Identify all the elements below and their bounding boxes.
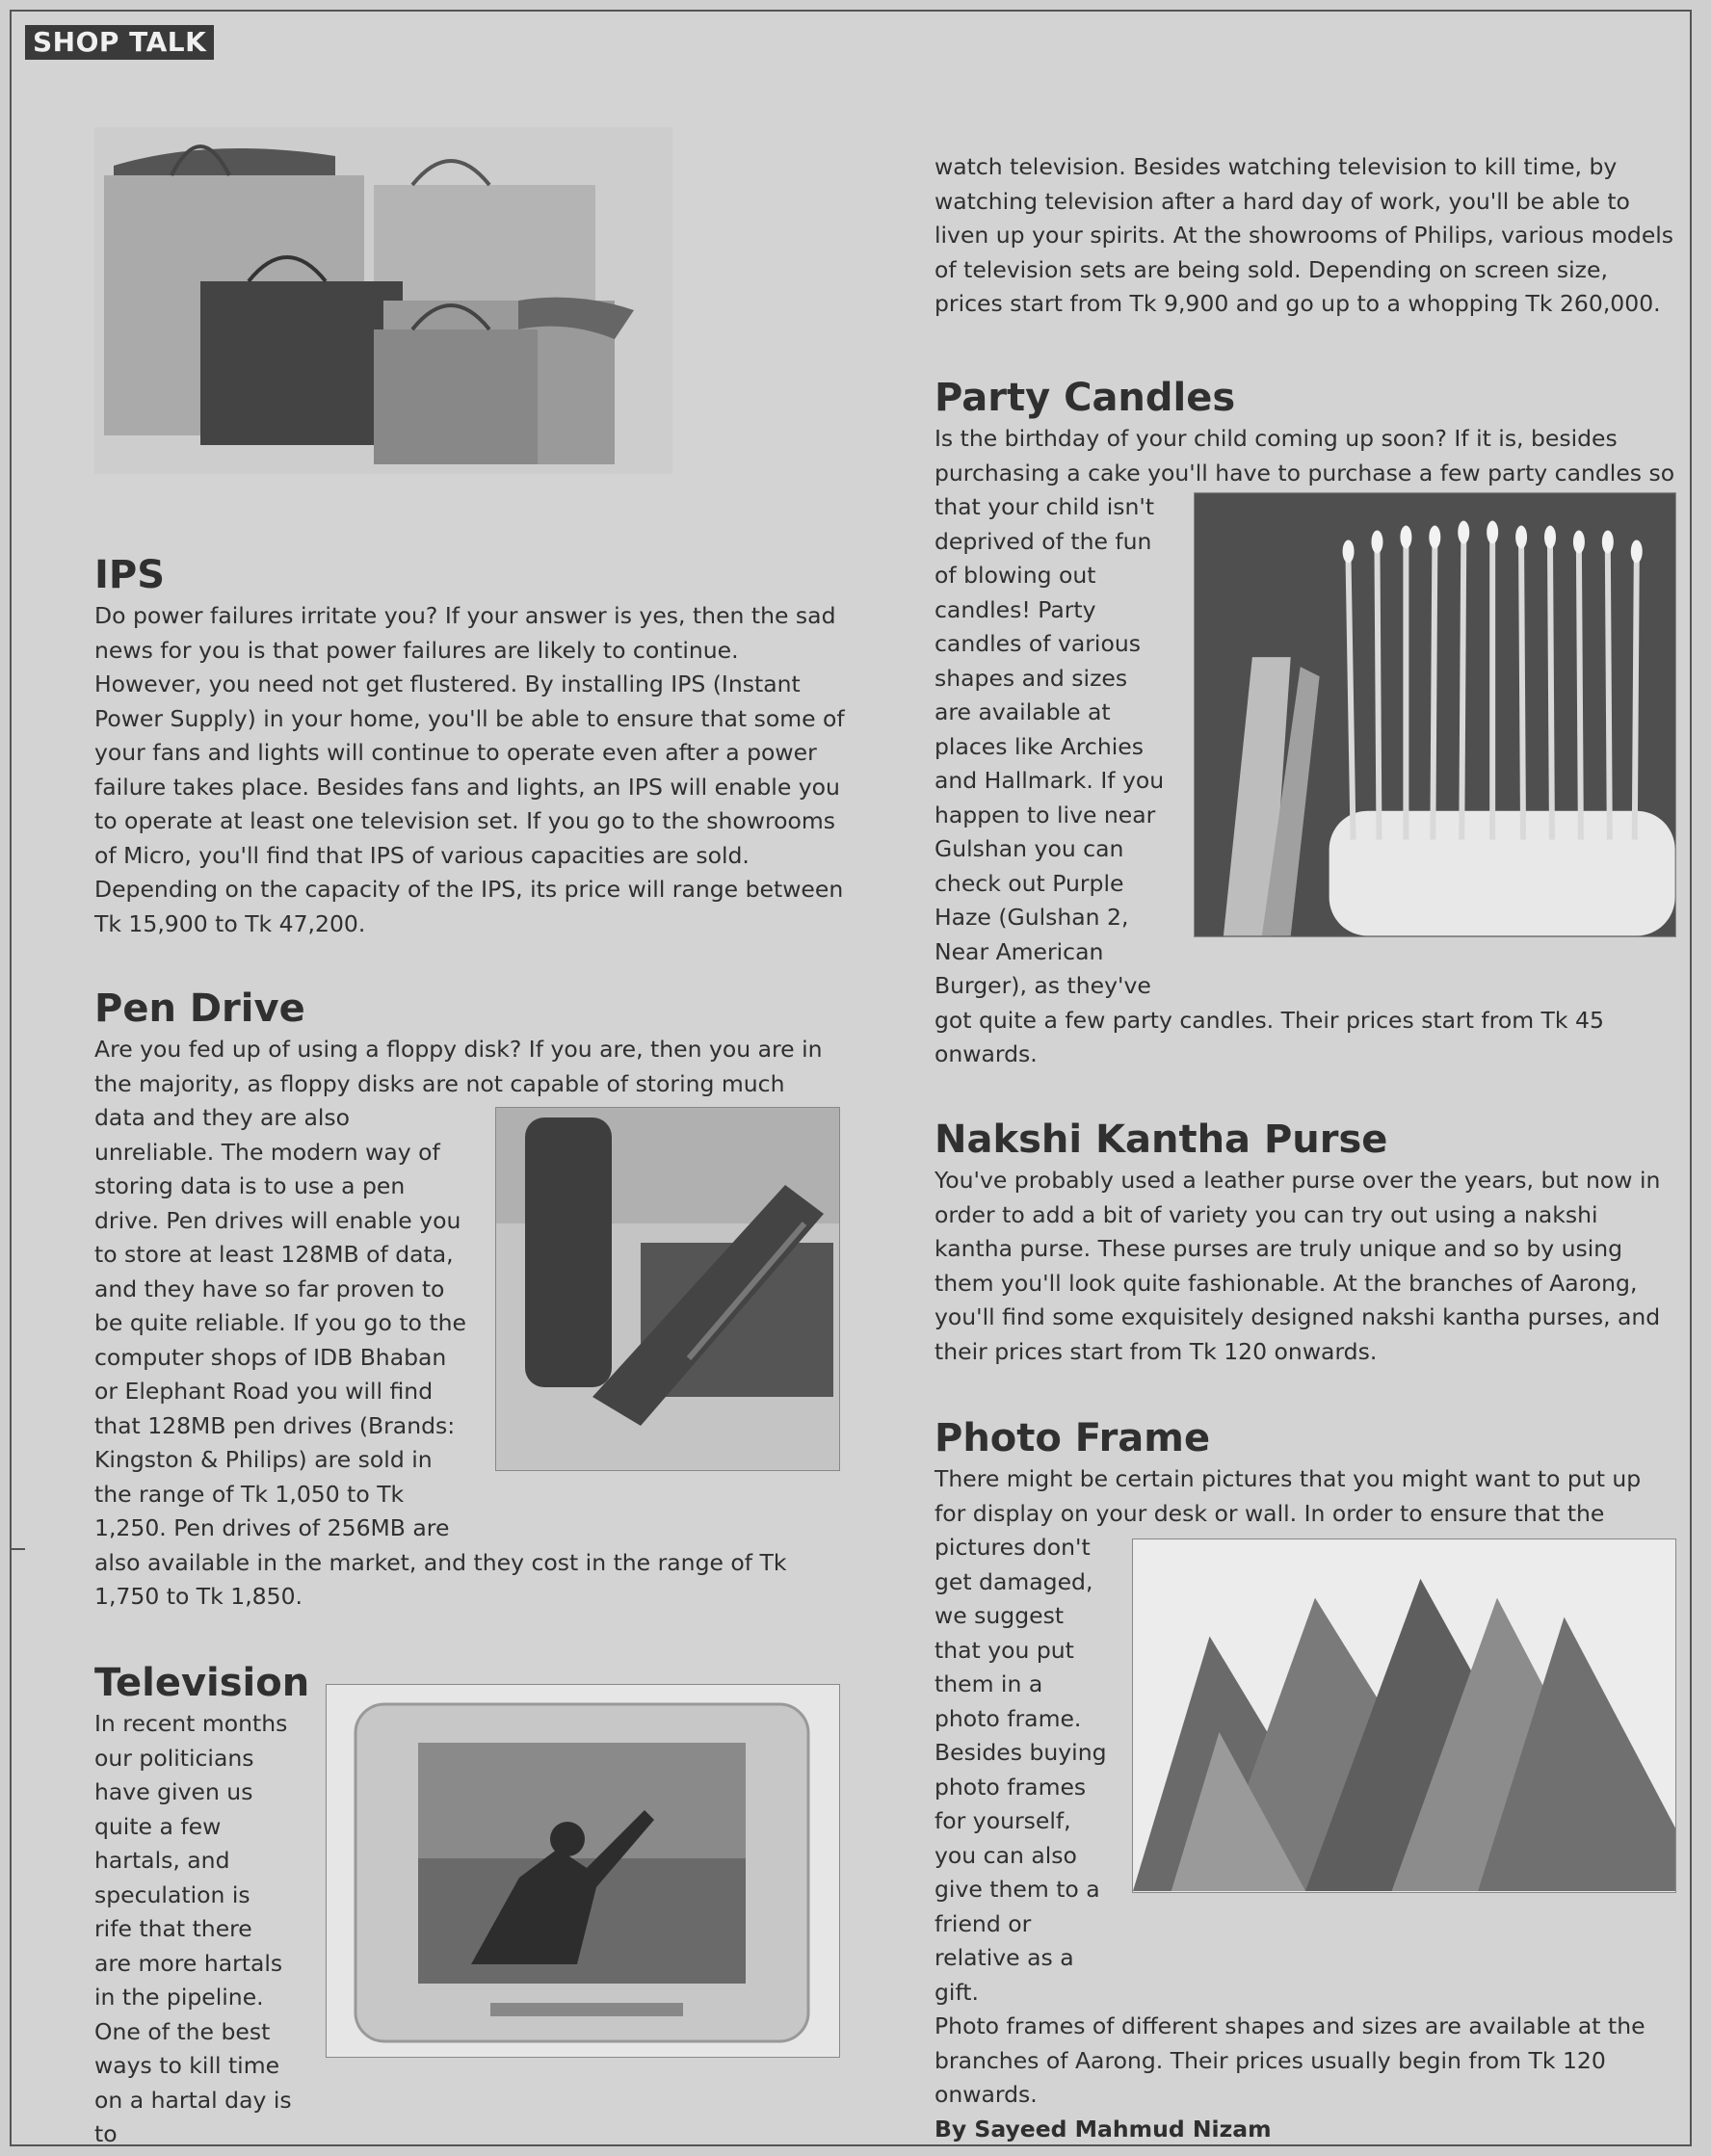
ips-section [94, 551, 846, 941]
ips-heading: IPS [94, 553, 166, 597]
party-candles-wrapped: that your child isn't deprived of the fun of blowing out candles! Party candles of various shapes and sizes are available at places like Archies and Hallmark. If you happen to live near Gulshan you can check out Purple Haze (Gulshan 2, Near American Burger), as they've [934, 493, 1165, 999]
candles-image [1194, 492, 1676, 937]
nakshi-section [934, 1116, 1676, 1369]
photo-frame-wrapped: pictures don't get damaged, we suggest that you put them in a photo frame. Besides buying photo frames for yourself, you can also give them to a friend or relative as a gift. [934, 1534, 1107, 2006]
pen-drive-wrapped: data and they are also unreliable. The modern way of storing data is to use a pen drive. Pen drives will enable you to store at least 128MB of data, and they have so far proven to be quite reliable. If you go to the computer shops of IDB Bhaban or Elephant Road you will find that 128MB pen drives (Brands: Kingston & Philips) are sold in the range of Tk 1,050 to Tk 1,250. Pen drives of 256MB are [94, 1104, 466, 1541]
pen-drive-outro: also available in the market, and they cost in the range of Tk 1,750 to Tk 1,850. [94, 1548, 787, 1610]
ips-body: Do power failures irritate you? If your answer is yes, then the sad news for you is that power failures are likely to continue. However, you need not get flustered. By installing IPS (Instant Power Supply) in your home, you'll be able to ensure that some of your fans and lights will continue to operate even after a power failure takes place. Besides fans and lights, an IPS will enable you to operate at least one television set. If you go to the showrooms of Micro, you'll find that IPS of various capacities are sold. Depending on the capacity of the IPS, its price will range between Tk 15,900 to Tk 47,200. [94, 602, 845, 937]
pen-drive-intro: Are you fed up of using a floppy disk? If you are, then you are in the majority, as floppy disks are not capable of storing much [94, 1036, 823, 1097]
television-section [94, 1659, 846, 2152]
divider [12, 1548, 25, 1550]
byline: By Sayeed Mahmud Nizam [934, 2115, 1272, 2143]
pen-drive-section [94, 985, 846, 1615]
nakshi-heading: Nakshi Kantha Purse [934, 1117, 1388, 1162]
party-candles-outro: got quite a few party candles. Their prices start from Tk 45 onwards. [934, 1006, 1604, 1067]
section-badge: SHOP TALK [25, 25, 214, 60]
television-wrapped: In recent months our politicians have given us quite a few hartals, and speculation is rife that there are more hartals in the pipeline. One of the best ways to kill time on a hartal day is to [94, 1710, 292, 2147]
nakshi-body: You've probably used a leather purse over the years, but now in order to add a bit of variety you can try out using a nakshi kantha purse. These purses are truly unique and so by using them you'll look quite fashionable. At the branches of Aarong, you'll find some exquisitely designed nakshi kantha purses, and their prices start from Tk 120 onwards. [934, 1167, 1661, 1365]
party-candles-section [934, 374, 1676, 1072]
television-image [326, 1684, 840, 2058]
television-continued-text: watch television. Besides watching television to kill time, by watching television after a hard day of work, you'll be able to liven up your spirits. At the showrooms of Philips, various models of television sets are being sold. Depending on screen size, prices start from Tk 9,900 and go up to a whopping Tk 260,000. [934, 153, 1674, 317]
shopping-bags-image [94, 127, 672, 474]
television-heading: Television [94, 1661, 310, 1705]
party-candles-heading: Party Candles [934, 376, 1236, 420]
photo-frames-image [1132, 1538, 1676, 1893]
photo-frame-outro: Photo frames of different shapes and sizes are available at the branches of Aarong. Their prices usually begin from Tk 120 onwards. [934, 2012, 1645, 2108]
photo-frame-section [934, 1414, 1676, 2146]
television-continued [934, 150, 1676, 322]
photo-frame-heading: Photo Frame [934, 1416, 1211, 1460]
photo-frame-intro: There might be certain pictures that you might want to put up for display on your desk or wall. In order to ensure that the [934, 1465, 1642, 1527]
pen-drive-heading: Pen Drive [94, 986, 305, 1031]
newspaper-page [10, 10, 1692, 2146]
pen-drive-image [495, 1107, 840, 1471]
party-candles-intro: Is the birthday of your child coming up soon? If it is, besides purchasing a cake you'll have to purchase a few party candles so [934, 425, 1675, 486]
